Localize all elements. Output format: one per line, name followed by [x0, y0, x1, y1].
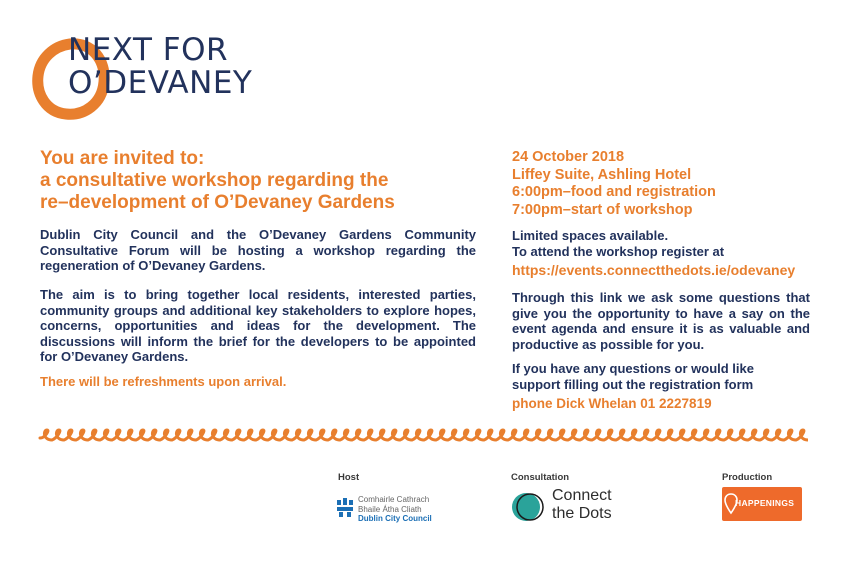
- castle-crest-icon: [336, 497, 354, 519]
- invite-line-3: re–development of O’Devaney Gardens: [40, 192, 395, 213]
- questions-text: [512, 361, 810, 392]
- event-date: 24 October 2018: [512, 149, 625, 165]
- registration-link[interactable]: https://events.connectthedots.ie/odevaney: [512, 262, 796, 278]
- squiggle-divider: [38, 426, 808, 450]
- invitation-heading: [40, 148, 480, 214]
- dcc-english-name: Dublin City Council: [358, 514, 432, 523]
- logo-line-2: O’DEVANEY: [68, 65, 253, 101]
- host-label: Host: [338, 472, 360, 483]
- questions-line-1: If you have any questions or would like: [512, 361, 754, 376]
- happenings-logo: [722, 487, 802, 521]
- event-details: [512, 149, 812, 219]
- link-explanation: Through this link we ask some questions that give you the opportunity to have a say on the event agenda and ensure it is as valuable and productive as possible for you.: [512, 290, 810, 352]
- dcc-irish-line-2: Bhaile Átha Cliath: [358, 504, 422, 514]
- dcc-name: [358, 495, 432, 524]
- logo-line-1: NEXT FOR: [68, 32, 229, 68]
- limited-spaces-text: Limited spaces available.: [512, 228, 669, 243]
- event-venue: Liffey Suite, Ashling Hotel: [512, 166, 692, 183]
- connect-the-dots-logo: [510, 487, 640, 527]
- ctd-line-1: Connect: [552, 487, 612, 504]
- consultation-label: Consultation: [511, 472, 570, 483]
- event-time-workshop: 7:00pm–start of workshop: [512, 201, 693, 218]
- invite-line-2: a consultative workshop regarding the: [40, 170, 389, 191]
- refreshments-note: There will be refreshments upon arrival.: [40, 374, 287, 389]
- questions-line-2: support filling out the registration form: [512, 376, 754, 392]
- dcc-irish-line-1: Comhairle Cathrach: [358, 495, 430, 504]
- registration-info: [512, 228, 810, 259]
- logo-title: [68, 34, 252, 100]
- event-time-registration: 6:00pm–food and registration: [512, 184, 716, 200]
- invite-line-1: You are invited to:: [40, 148, 205, 169]
- intro-paragraph: Dublin City Council and the O’Devaney Gardens Community Consultative Forum will be hosting a workshop regarding the regeneration of O’Devaney Gardens.: [40, 227, 476, 273]
- dublin-city-council-logo: [336, 495, 456, 525]
- ctd-line-2: the Dots: [552, 505, 612, 522]
- connect-dots-icon: [510, 489, 546, 525]
- happenings-wordmark: HAPPENINGS: [735, 498, 795, 508]
- production-label: Production: [722, 472, 773, 483]
- ctd-wordmark: [552, 487, 612, 523]
- aim-paragraph: The aim is to bring together local residents, interested parties, community groups and additional key stakeholders to explore hopes, concerns, opportunities and ideas for the development. The discussions will inform the brief for the developers to be appointed for O’Devaney Gardens.: [40, 287, 476, 364]
- contact-phone[interactable]: phone Dick Whelan 01 2227819: [512, 396, 712, 411]
- attend-text: To attend the workshop register at: [512, 243, 725, 259]
